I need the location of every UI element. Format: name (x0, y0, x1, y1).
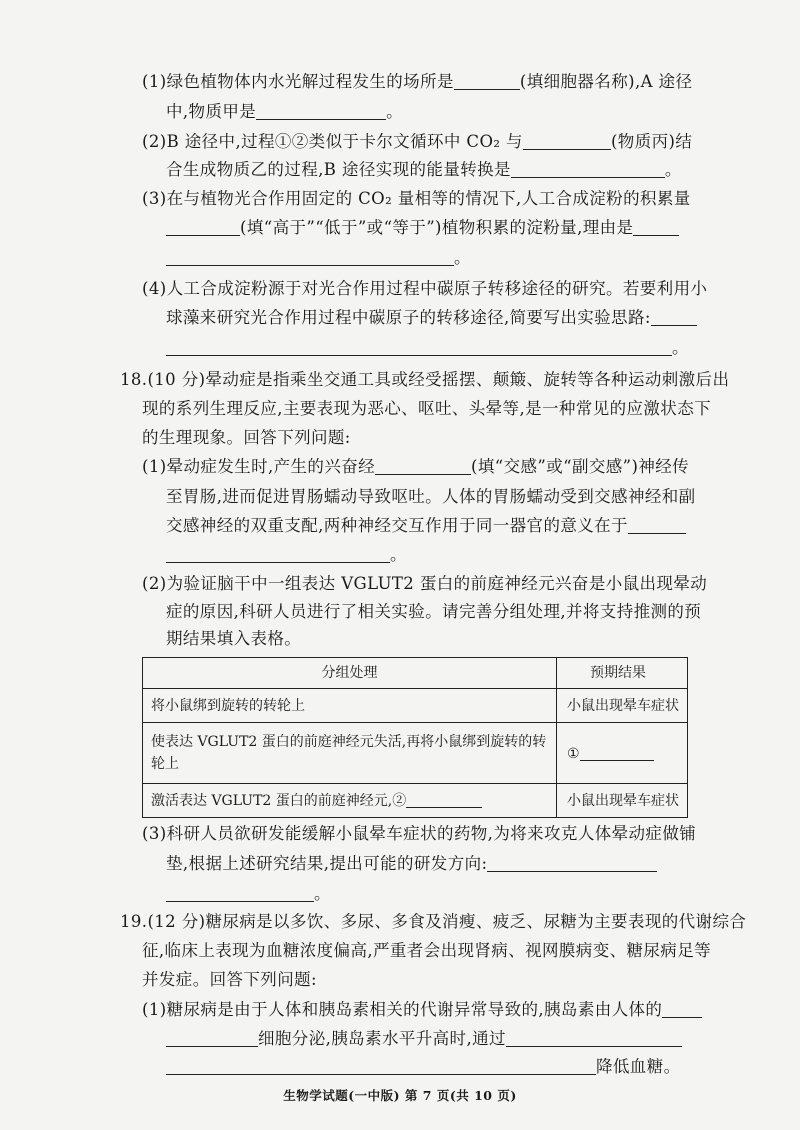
table-header-expected: 预期结果 (557, 658, 688, 689)
table-cell: 小鼠出现晕车症状 (557, 784, 688, 818)
answer-blank[interactable] (511, 159, 665, 178)
table-cell: 激活表达 VGLUT2 蛋白的前庭神经元,② (143, 784, 557, 818)
q19-part1-line3: 降低血糖。 (166, 1055, 681, 1079)
q19-stem-line3: 并发症。回答下列问题: (142, 970, 317, 989)
answer-blank[interactable] (633, 217, 679, 236)
q17-part3-line1: (3)在与植物光合作用固定的 CO₂ 量相等的情况下,人工合成淀粉的积累量 (142, 189, 691, 208)
answer-blank[interactable] (166, 1028, 258, 1047)
answer-blank[interactable] (256, 101, 386, 120)
q18-part2-line3: 期结果填入表格。 (166, 629, 302, 648)
page-footer: 生物学试题(一中版) 第 7 页(共 10 页) (283, 1088, 517, 1103)
q18-stem-line2: 现的系列生理反应,主要表现为恶心、呕吐、头晕等,是一种常见的应激状态下 (142, 399, 711, 418)
q17-part1-line2: 中,物质甲是 。 (166, 102, 404, 121)
answer-blank[interactable] (375, 456, 471, 475)
answer-blank[interactable] (166, 1056, 596, 1075)
grouping-table (142, 657, 688, 818)
answer-blank[interactable] (506, 1028, 682, 1047)
answer-blank[interactable] (166, 544, 390, 563)
q17-part3-line3: 。 (166, 246, 471, 270)
answer-blank[interactable] (454, 71, 520, 90)
table-cell: 使表达 VGLUT2 蛋白的前庭神经元失活,再将小鼠绑到旋转的转 轮上 (143, 723, 557, 784)
answer-blank[interactable] (628, 515, 686, 534)
q19-stem-line2: 征,临床上表现为血糖浓度偏高,严重者会出现肾病、视网膜病变、糖尿病足等 (142, 941, 711, 960)
q18-part1-line1: (1)晕动症发生时,产生的兴奋经 (填“交感”或“副交感”)神经传 (142, 457, 690, 476)
answer-blank[interactable] (406, 789, 482, 808)
q19-part1-line2: 细胞分泌,胰岛素水平升高时,通过 (166, 1027, 682, 1051)
answer-marker-1: ① (567, 745, 580, 762)
q18-part2-line2: 症的原因,科研人员进行了相关实验。请完善分组处理,并将支持推测的预 (166, 602, 702, 621)
table-row (143, 784, 688, 818)
table-cell: 小鼠出现晕车症状 (557, 689, 688, 723)
q19-stem-line1: 19.(12 分)糖尿病是以多饮、多尿、多食及消瘦、疲乏、尿糖为主要表现的代谢综合 (120, 912, 747, 931)
q17-part4-line3: 。 (166, 336, 689, 360)
q17-part3-line2: (填“高于”“低于”或“等于”)植物积累的淀粉量,理由是 (166, 216, 679, 240)
answer-blank[interactable] (580, 742, 654, 761)
answer-blank[interactable] (662, 999, 702, 1018)
q19-part1-line1: (1)糖尿病是由于人体和胰岛素相关的代谢异常导致的,胰岛素由人体的 (142, 998, 702, 1022)
table-row (143, 689, 688, 723)
q17-part1-line1: (1)绿色植物体内水光解过程发生的场所是 (填细胞器名称),A 途径 (142, 72, 693, 91)
answer-blank[interactable] (166, 337, 672, 356)
table-header-row (143, 658, 688, 689)
answer-blank[interactable] (166, 217, 240, 236)
answer-blank[interactable] (651, 307, 697, 326)
q18-stem-line3: 的生理现象。回答下列问题: (142, 428, 351, 447)
q17-part2-line2: 合生成物质乙的过程,B 途径实现的能量转换是 。 (166, 160, 682, 179)
q17-part2-line1: (2)B 途径中,过程①②类似于卡尔文循环中 CO₂ 与 (物质丙)结 (142, 132, 693, 151)
q17-part4-line1: (4)人工合成淀粉源于对光合作用过程中碳原子转移途径的研究。若要利用小 (142, 279, 708, 298)
q18-part3-line1: (3)科研人员欲研发能缓解小鼠晕车症状的药物,为将来攻克人体晕动症做铺 (142, 824, 697, 843)
q18-part3-line3: 。 (166, 882, 331, 906)
table-row (143, 723, 688, 784)
answer-blank[interactable] (166, 247, 454, 266)
table-cell (557, 723, 688, 784)
q18-part1-line3: 交感神经的双重支配,两种神经交互作用于同一器官的意义在于 (166, 514, 686, 538)
q18-part3-line2: 垫,根据上述研究结果,提出可能的研发方向: (166, 852, 657, 876)
answer-blank[interactable] (166, 883, 314, 902)
q18-part2-line1: (2)为验证脑干中一组表达 VGLUT2 蛋白的前庭神经元兴奋是小鼠出现晕动 (142, 574, 708, 593)
q18-part1-line4: 。 (166, 543, 407, 567)
table-cell: 将小鼠绑到旋转的转轮上 (143, 689, 557, 723)
q18-stem-line1: 18.(10 分)晕动症是指乘坐交通工具或经受摇摆、颠簸、旋转等各种运动刺激后出 (120, 370, 730, 389)
table-header-grouping: 分组处理 (143, 658, 557, 689)
answer-blank[interactable] (523, 131, 611, 150)
q18-part1-line2: 至胃肠,进而促进胃肠蠕动导致呕吐。人体的胃肠蠕动受到交感神经和副 (166, 487, 696, 506)
answer-blank[interactable] (487, 853, 657, 872)
q17-part4-line2: 球藻来研究光合作用过程中碳原子的转移途径,简要写出实验思路: (166, 306, 697, 330)
